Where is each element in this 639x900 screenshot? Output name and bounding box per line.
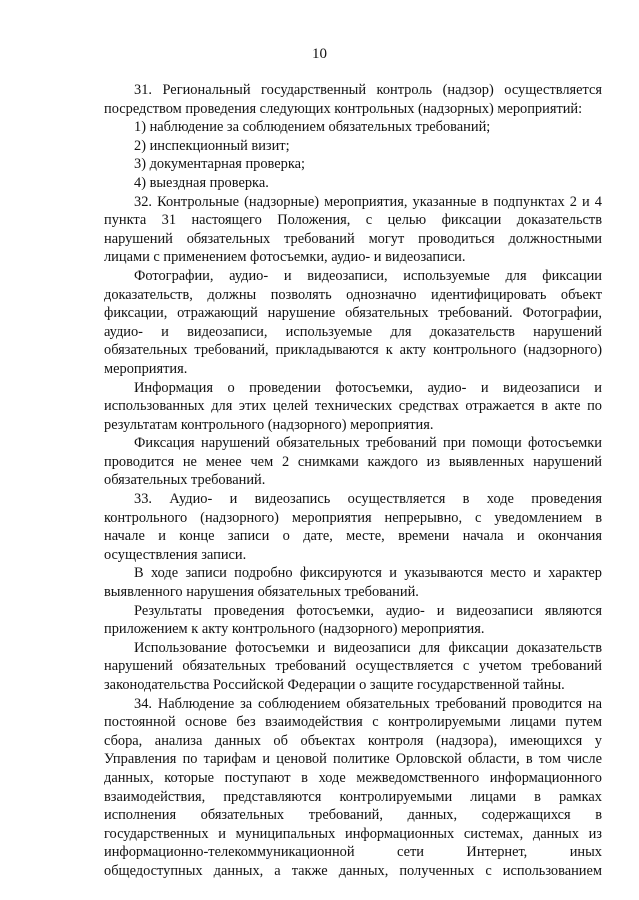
text-line: 33. Аудио- и видеозапись осуществляется в ходе проведения (134, 491, 602, 508)
text-line: В ходе записи подробно фиксируются и указываются место и характер (134, 565, 602, 582)
text-line: лицами с применением фотосъемки, аудио- и видеозаписи. (104, 249, 466, 266)
document-body (104, 81, 602, 881)
page-number: 10 (312, 46, 327, 62)
text-line: проводится не менее чем 2 снимками каждого из выявленных нарушений (104, 453, 602, 470)
text-line: обязательных требований, прикладываются к акту контрольного (надзорного) (104, 342, 602, 359)
text-line: Использование фотосъемки и видеозаписи для фиксации доказательств (134, 639, 602, 656)
list-item: 4) выездная проверка. (134, 174, 269, 191)
text-line: данных, которые поступают в ходе межведомственного информационного (104, 769, 602, 786)
text-line: результатам контрольного (надзорного) мероприятия. (104, 416, 434, 433)
text-line: доказательств, должны позволять однозначно идентифицировать объект (104, 286, 602, 303)
text-line: пункта 31 настоящего Положения, с целью фиксации доказательств (104, 212, 602, 229)
text-line: Фотографии, аудио- и видеозаписи, используемые для фиксации (134, 267, 602, 284)
text-line: мероприятия. (104, 360, 188, 377)
text-line: выявленного нарушения обязательных требований. (104, 584, 419, 601)
text-line: общедоступных данных, а также данных, полученных с использованием (104, 862, 602, 879)
text-line: начале и конце записи о дате, месте, времени начала и окончания (104, 528, 602, 545)
text-line: нарушений обязательных требований могут проводиться должностными (104, 230, 602, 247)
text-line: посредством проведения следующих контрольных (надзорных) мероприятий: (104, 100, 583, 117)
text-line: постоянной основе без взаимодействия с контролируемыми лицами путем (104, 714, 602, 731)
list-item: 2) инспекционный визит; (134, 137, 290, 154)
text-line: аудио- и видеозаписи, используемые для доказательств нарушений (104, 323, 602, 340)
list-item: 1) наблюдение за соблюдением обязательных требований; (134, 119, 491, 136)
text-line: взаимодействия, представляются контролируемыми лицами в рамках (104, 788, 602, 805)
text-line: государственных и муниципальных информационных системах, данных из (104, 825, 602, 842)
text-line: приложением к акту контрольного (надзорного) мероприятия. (104, 621, 485, 638)
text-line: фиксации, отражающий нарушение обязательных требований. Фотографии, (104, 305, 602, 322)
text-line: 32. Контрольные (надзорные) мероприятия, указанные в подпунктах 2 и 4 (134, 193, 602, 210)
text-line: Информация о проведении фотосъемки, аудио- и видеозаписи и (134, 379, 602, 396)
text-line: 34. Наблюдение за соблюдением обязательных требований проводится на (134, 695, 602, 712)
text-line: обязательных требований. (104, 472, 266, 489)
text-line: осуществления записи. (104, 546, 247, 563)
text-line: контрольного (надзорного) мероприятия непрерывно, с уведомлением в (104, 509, 602, 526)
text-line: Фиксация нарушений обязательных требований при помощи фотосъемки (134, 435, 602, 452)
text-line: законодательства Российской Федерации о защите государственной тайны. (104, 677, 565, 693)
text-line: 31. Региональный государственный контроль (надзор) осуществляется (134, 82, 602, 98)
text-line: Результаты проведения фотосъемки, аудио- и видеозаписи являются (134, 602, 602, 619)
text-line: исполнения обязательных требований, данных, содержащихся в (104, 807, 602, 824)
text-line: информационно-телекоммуникационной сети Интернет, иных (104, 844, 602, 861)
text-line: использованных для этих целей технических средствах отражается в акте по (104, 398, 602, 415)
text-line: нарушений обязательных требований осуществляется с учетом требований (104, 658, 602, 675)
text-line: Управления по тарифам и ценовой политике Орловской области, в том числе (104, 751, 602, 768)
text-line: сбора, анализа данных об объектах контроля (надзора), имеющихся у (104, 732, 602, 749)
list-item: 3) документарная проверка; (134, 156, 305, 173)
